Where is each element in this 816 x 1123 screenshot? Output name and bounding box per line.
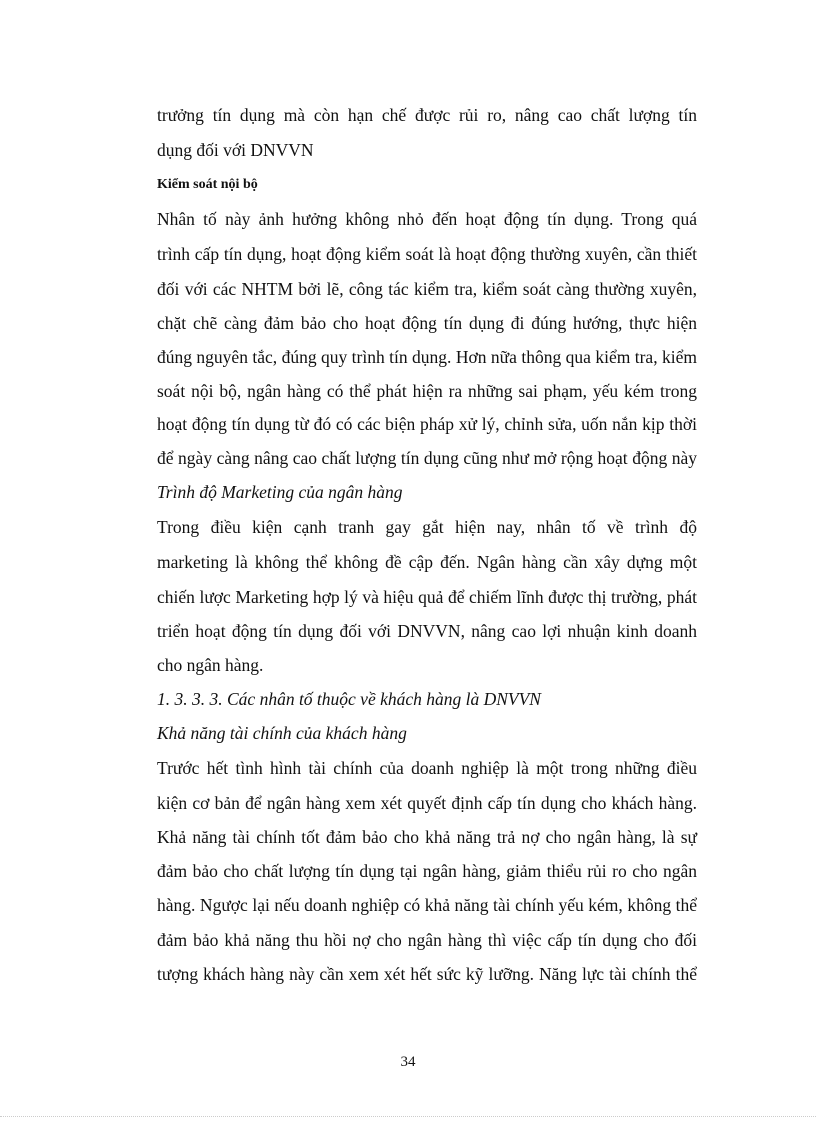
page-number: 34 — [400, 1054, 416, 1070]
section-heading: Khả năng tài chính của khách hàng — [157, 723, 407, 743]
body-text-line: kiện cơ bản để ngân hàng xem xét quyết định cấp tín dụng cho khách hàng. — [157, 793, 697, 813]
body-text-line: cho ngân hàng. — [157, 655, 264, 675]
body-text-line: đối với các NHTM bởi lẽ, công tác kiểm tra, kiểm soát càng thường xuyên, — [157, 279, 697, 299]
body-text-line: để ngày càng nâng cao chất lượng tín dụng cũng như mở rộng hoạt động này — [157, 448, 697, 468]
body-text-line: hoạt động tín dụng từ đó có các biện pháp xử lý, chỉnh sửa, uốn nắn kịp thời — [157, 414, 697, 434]
section-heading: Kiểm soát nội bộ — [157, 177, 258, 192]
body-text-line: marketing là không thể không đề cập đến. Ngân hàng cần xây dựng một — [157, 552, 697, 572]
body-text-line: đảm bảo cho chất lượng tín dụng tại ngân hàng, giảm thiểu rủi ro cho ngân — [157, 861, 697, 881]
body-text-line: đúng nguyên tắc, đúng quy trình tín dụng. Hơn nữa thông qua kiểm tra, kiểm — [157, 347, 697, 367]
body-text-line: đảm bảo khả năng thu hồi nợ cho ngân hàng thì việc cấp tín dụng cho đối — [157, 930, 697, 950]
body-text-line: dụng đối với DNVVN — [157, 140, 314, 160]
body-text-line: Khả năng tài chính tốt đảm bảo cho khả năng trả nợ cho ngân hàng, là sự — [157, 827, 697, 847]
section-heading: 1. 3. 3. 3. Các nhân tố thuộc về khách hàng là DNVVN — [157, 689, 541, 709]
body-text-line: Trong điều kiện cạnh tranh gay gắt hiện nay, nhân tố về trình độ — [157, 517, 697, 537]
body-text-line: chặt chẽ càng đảm bảo cho hoạt động tín dụng đi đúng hướng, thực hiện — [157, 313, 697, 333]
section-heading: Trình độ Marketing của ngân hàng — [157, 482, 403, 502]
body-text-line: triển hoạt động tín dụng đối với DNVVN, nâng cao lợi nhuận kinh doanh — [157, 621, 697, 641]
body-text-line: chiến lược Marketing hợp lý và hiệu quả để chiếm lĩnh được thị trường, phát — [157, 587, 697, 607]
body-text-line: trình cấp tín dụng, hoạt động kiểm soát là hoạt động thường xuyên, cần thiết — [157, 244, 697, 264]
page-bottom-edge — [0, 1116, 816, 1117]
body-text-line: hàng. Ngược lại nếu doanh nghiệp có khả năng tài chính yếu kém, không thể — [157, 895, 697, 915]
body-text-line: trưởng tín dụng mà còn hạn chế được rủi ro, nâng cao chất lượng tín — [157, 105, 697, 125]
body-text-line: tượng khách hàng này cần xem xét hết sức kỹ lưỡng. Năng lực tài chính thể — [157, 964, 697, 984]
body-text-line: Nhân tố này ảnh hưởng không nhỏ đến hoạt động tín dụng. Trong quá — [157, 209, 697, 229]
body-text-line: soát nội bộ, ngân hàng có thể phát hiện ra những sai phạm, yếu kém trong — [157, 381, 697, 401]
body-text-line: Trước hết tình hình tài chính của doanh nghiệp là một trong những điều — [157, 758, 697, 778]
